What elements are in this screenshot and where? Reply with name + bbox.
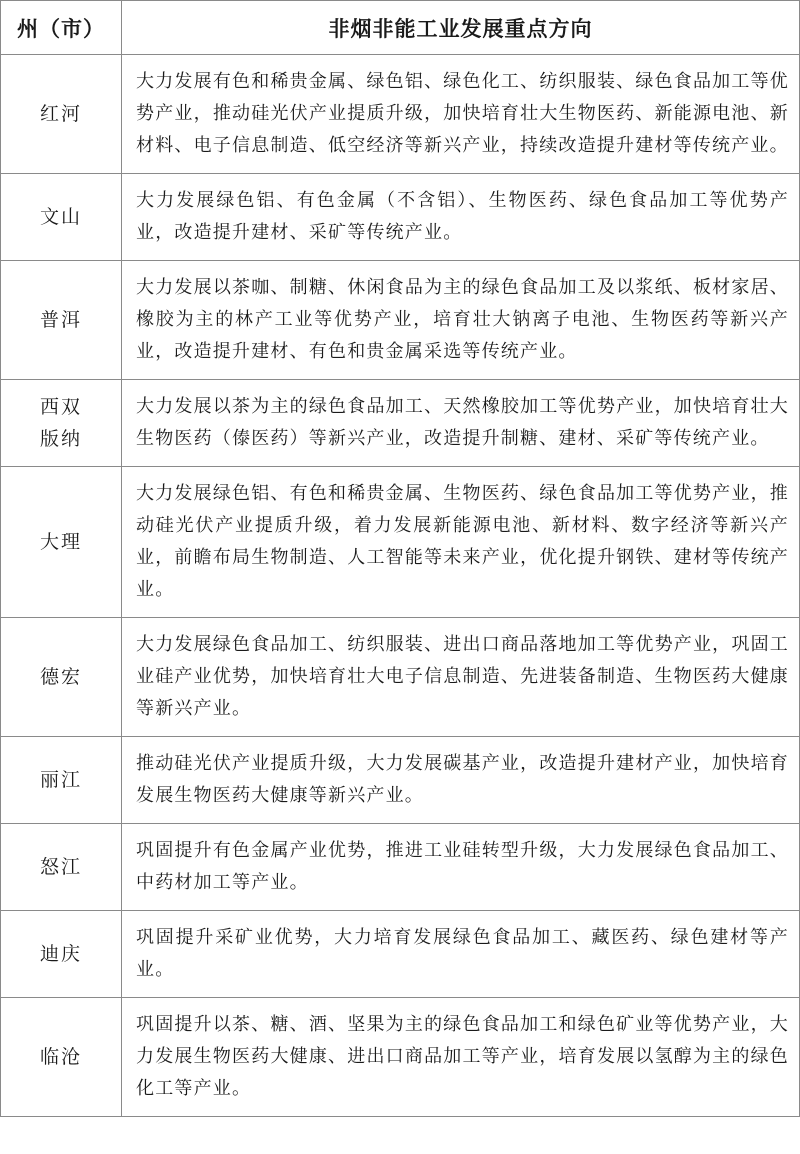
region-name: 丽江 bbox=[39, 769, 82, 791]
table-row bbox=[1, 55, 800, 174]
region-cell bbox=[1, 998, 122, 1117]
region-cell bbox=[1, 911, 122, 998]
table-row bbox=[1, 467, 800, 618]
direction-cell: 大力发展有色和稀贵金属、绿色铝、绿色化工、纺织服装、绿色食品加工等优势产业，推动硅光伏产业提质升级，加快培育壮大生物医药、新能源电池、新材料、电子信息制造、低空经济等新兴产业，持续改造提升建材等传统产业。 bbox=[122, 55, 800, 174]
region-cell bbox=[1, 467, 122, 618]
direction-cell: 推动硅光伏产业提质升级，大力发展碳基产业，改造提升建材产业，加快培育发展生物医药大健康等新兴产业。 bbox=[122, 737, 800, 824]
direction-cell: 巩固提升采矿业优势，大力培育发展绿色食品加工、藏医药、绿色建材等产业。 bbox=[122, 911, 800, 998]
table-row bbox=[1, 618, 800, 737]
region-name: 怒江 bbox=[39, 856, 82, 878]
region-cell bbox=[1, 174, 122, 261]
table-row bbox=[1, 998, 800, 1117]
region-cell bbox=[1, 824, 122, 911]
region-name: 临沧 bbox=[39, 1046, 82, 1068]
header-row bbox=[1, 1, 800, 55]
region-name: 迪庆 bbox=[39, 943, 82, 965]
table-header bbox=[1, 1, 800, 55]
region-name: 西双版纳 bbox=[39, 396, 82, 450]
region-name: 德宏 bbox=[39, 666, 82, 688]
region-cell bbox=[1, 55, 122, 174]
table-row bbox=[1, 824, 800, 911]
region-name: 大理 bbox=[39, 531, 82, 553]
table-body bbox=[1, 55, 800, 1117]
table-row bbox=[1, 911, 800, 998]
direction-cell: 大力发展绿色食品加工、纺织服装、进出口商品落地加工等优势产业，巩固工业硅产业优势，加快培育壮大电子信息制造、先进装备制造、生物医药大健康等新兴产业。 bbox=[122, 618, 800, 737]
region-name: 普洱 bbox=[39, 309, 82, 331]
direction-cell: 大力发展以茶咖、制糖、休闲食品为主的绿色食品加工及以浆纸、板材家居、橡胶为主的林产工业等优势产业，培育壮大钠离子电池、生物医药等新兴产业，改造提升建材、有色和贵金属采选等传统产业。 bbox=[122, 261, 800, 380]
table-row bbox=[1, 737, 800, 824]
region-cell bbox=[1, 737, 122, 824]
table-row bbox=[1, 174, 800, 261]
direction-cell: 大力发展以茶为主的绿色食品加工、天然橡胶加工等优势产业，加快培育壮大生物医药（傣医药）等新兴产业，改造提升制糖、建材、采矿等传统产业。 bbox=[122, 380, 800, 467]
header-region: 州（市） bbox=[1, 1, 122, 55]
direction-cell: 巩固提升以茶、糖、酒、坚果为主的绿色食品加工和绿色矿业等优势产业，大力发展生物医药大健康、进出口商品加工等产业，培育发展以氢醇为主的绿色化工等产业。 bbox=[122, 998, 800, 1117]
region-name: 红河 bbox=[39, 103, 82, 125]
direction-cell: 巩固提升有色金属产业优势，推进工业硅转型升级，大力发展绿色食品加工、中药材加工等产业。 bbox=[122, 824, 800, 911]
region-cell bbox=[1, 261, 122, 380]
region-name: 文山 bbox=[39, 206, 82, 228]
header-direction: 非烟非能工业发展重点方向 bbox=[122, 1, 800, 55]
region-cell bbox=[1, 618, 122, 737]
direction-cell: 大力发展绿色铝、有色金属（不含铝）、生物医药、绿色食品加工等优势产业，改造提升建材、采矿等传统产业。 bbox=[122, 174, 800, 261]
direction-cell: 大力发展绿色铝、有色和稀贵金属、生物医药、绿色食品加工等优势产业，推动硅光伏产业提质升级，着力发展新能源电池、新材料、数字经济等新兴产业，前瞻布局生物制造、人工智能等未来产业，优化提升钢铁、建材等传统产业。 bbox=[122, 467, 800, 618]
table-row bbox=[1, 380, 800, 467]
region-cell bbox=[1, 380, 122, 467]
table-row bbox=[1, 261, 800, 380]
